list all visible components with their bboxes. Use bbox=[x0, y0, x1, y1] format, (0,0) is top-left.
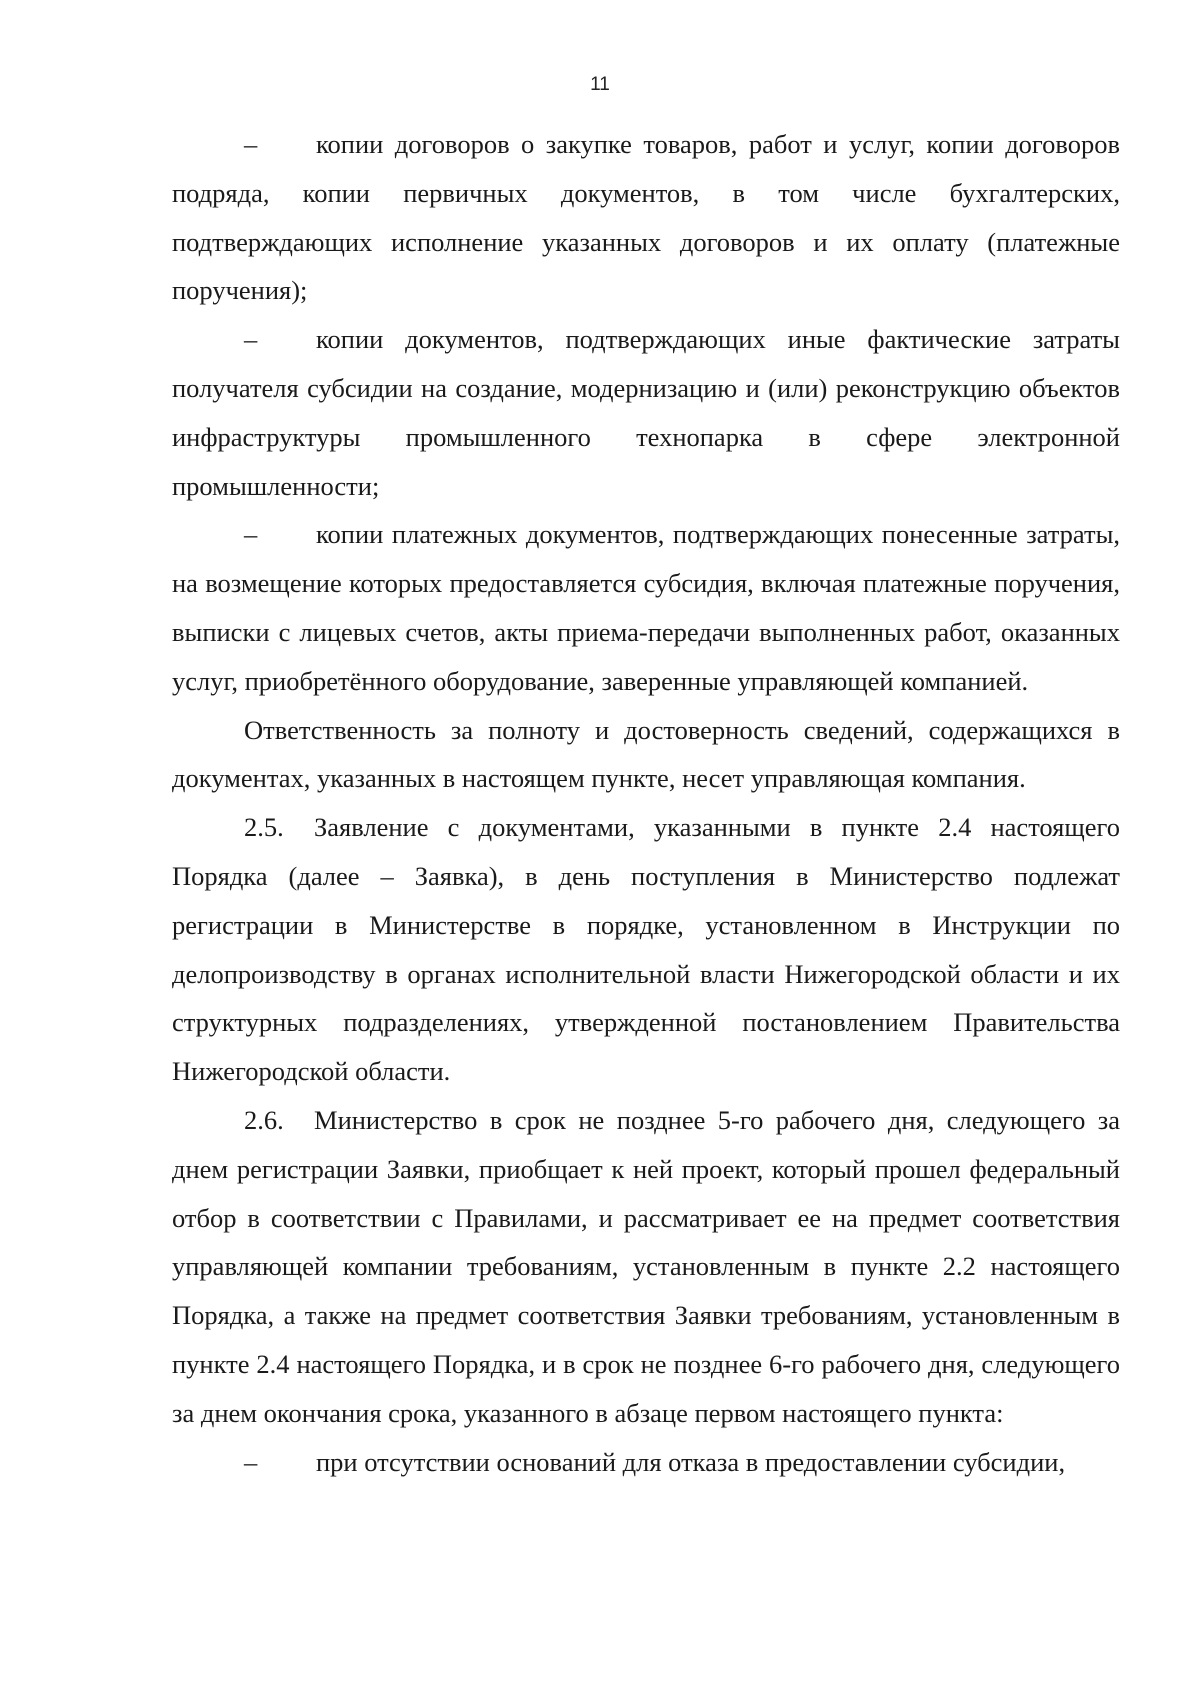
list-dash: – bbox=[244, 1446, 258, 1477]
responsibility-paragraph: Ответственность за полноту и достоверность сведений, содержащихся в документах, указанных в настоящем пункте, несет управляющая компания. bbox=[172, 714, 1120, 794]
document-body bbox=[172, 120, 1120, 1486]
section-2-5 bbox=[172, 803, 1120, 1096]
list-item-no-grounds bbox=[172, 1438, 1120, 1487]
section-2-6 bbox=[172, 1096, 1120, 1438]
list-item-text: копии платежных документов, подтверждающих понесенные затраты, на возмещение которых предоставляется субсидия, включая платежные поручения, выписки с лицевых счетов, акты приема-передачи выполненных работ, оказанных услуг, приобретённого оборудование, заверенные управляющей компанией. bbox=[172, 519, 1120, 696]
section-text: Заявление с документами, указанными в пункте 2.4 настоящего Порядка (далее – Заявка), в день поступления в Министерство подлежат регистрации в Министерстве в порядке, установленном в Инструкции по делопроизводству в органах исполнительной власти Нижегородской области и их структурных подразделениях, утвержденной постановлением Правительства Нижегородской области. bbox=[172, 812, 1120, 1087]
list-dash: – bbox=[244, 519, 258, 550]
list-item-contracts bbox=[172, 120, 1120, 315]
section-text: Министерство в срок не позднее 5-го рабочего дня, следующего за днем регистрации Заявки, приобщает к ней проект, который прошел федеральный отбор в соответствии с Правилами, и рассматривает ее на предмет соответствия управляющей компании требованиям, установленным в пункте 2.2 настоящего Порядка, а также на предмет соответствия Заявки требованиям, установленным в пункте 2.4 настоящего Порядка, и в срок не позднее 6-го рабочего дня, следующего за днем окончания срока, указанного в абзаце первом настоящего пункта: bbox=[172, 1104, 1120, 1428]
list-item-text: копии договоров о закупке товаров, работ и услуг, копии договоров подряда, копии первичных документов, в том числе бухгалтерских, подтверждающих исполнение указанных договоров и их оплату (платежные поручения); bbox=[172, 129, 1120, 306]
list-item-text: при отсутствии оснований для отказа в предоставлении субсидии, bbox=[316, 1446, 1066, 1477]
list-item-payments bbox=[172, 510, 1120, 705]
section-number: 2.5. bbox=[244, 812, 284, 843]
list-dash: – bbox=[244, 324, 258, 355]
list-item-text: копии документов, подтверждающих иные фактические затраты получателя субсидии на создание, модернизацию и (или) реконструкцию объектов инфраструктуры промышленного технопарка в сфере электронной промышленности; bbox=[172, 324, 1120, 501]
list-dash: – bbox=[244, 129, 258, 159]
list-item-expenses bbox=[172, 315, 1120, 510]
section-number: 2.6. bbox=[244, 1104, 284, 1135]
page-number: 11 bbox=[590, 74, 610, 95]
